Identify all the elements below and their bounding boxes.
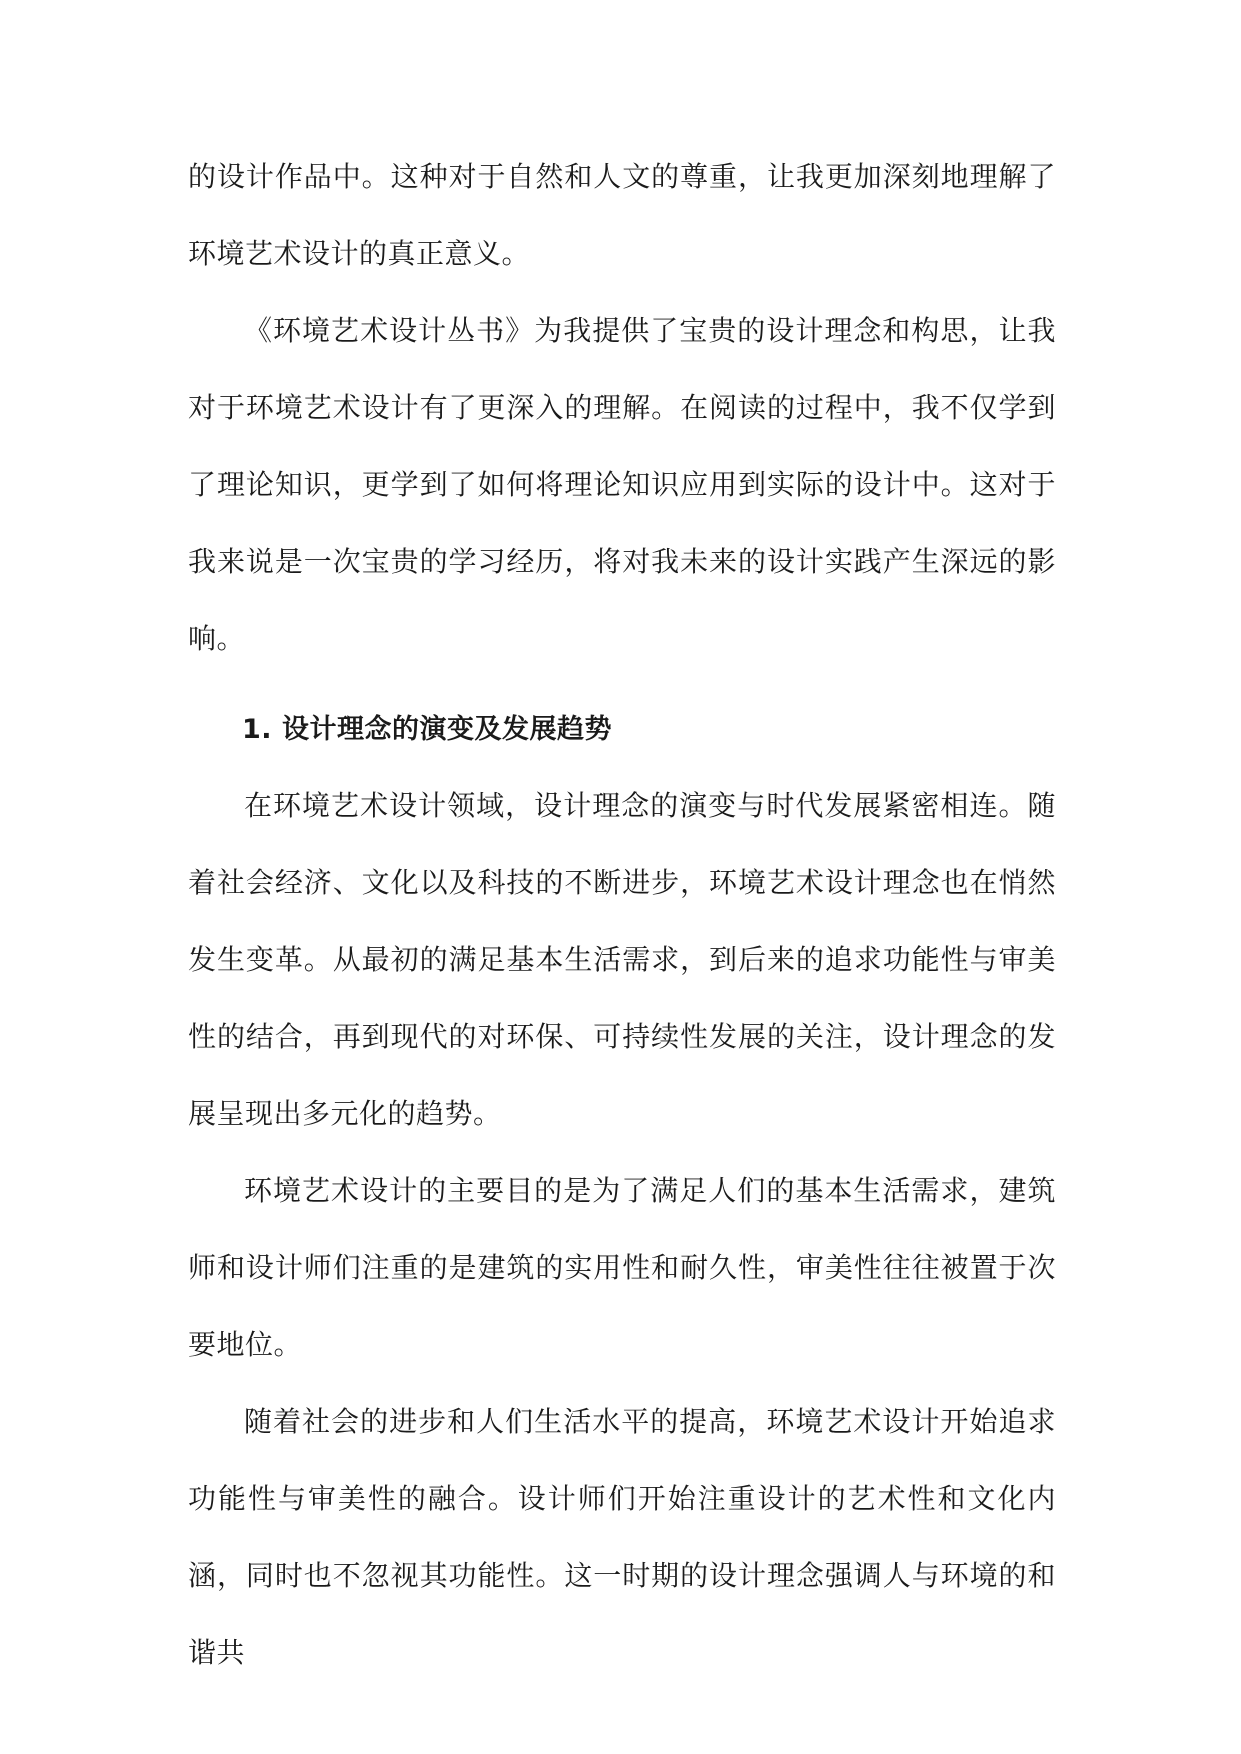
section-heading xyxy=(188,693,1056,767)
paragraph-basic-needs: 环境艺术设计的主要目的是为了满足人们的基本生活需求，建筑师和设计师们注重的是建筑的实用性和耐久性，审美性往往被置于次要地位。 xyxy=(188,1174,1056,1362)
paragraph-book-reflection: 《环境艺术设计丛书》为我提供了宝贵的设计理念和构思，让我对于环境艺术设计有了更深入的理解。在阅读的过程中，我不仅学到了理论知识，更学到了如何将理论知识应用到实际的设计中。这对于我来说是一次宝贵的学习经历，将对我未来的设计实践产生深远的影响。 xyxy=(188,314,1056,655)
section-number: 1. xyxy=(242,714,273,745)
paragraph-design-evolution: 在环境艺术设计领域，设计理念的演变与时代发展紧密相连。随着社会经济、文化以及科技的不断进步，环境艺术设计理念也在悄然发生变革。从最初的满足基本生活需求，到后来的追求功能性与审美性的结合，再到现代的对环保、可持续性发展的关注，设计理念的发展呈现出多元化的趋势。 xyxy=(188,789,1056,1131)
section-title: 设计理念的演变及发展趋势 xyxy=(282,714,612,745)
paragraph-continuation: 的设计作品中。这种对于自然和人文的尊重，让我更加深刻地理解了环境艺术设计的真正意义。 xyxy=(188,160,1056,270)
paragraph-function-aesthetics: 随着社会的进步和人们生活水平的提高，环境艺术设计开始追求功能性与审美性的融合。设计师们开始注重设计的艺术性和文化内涵，同时也不忽视其功能性。这一时期的设计理念强调人与环境的和谐共 xyxy=(188,1405,1056,1670)
document-body xyxy=(188,138,1056,1691)
